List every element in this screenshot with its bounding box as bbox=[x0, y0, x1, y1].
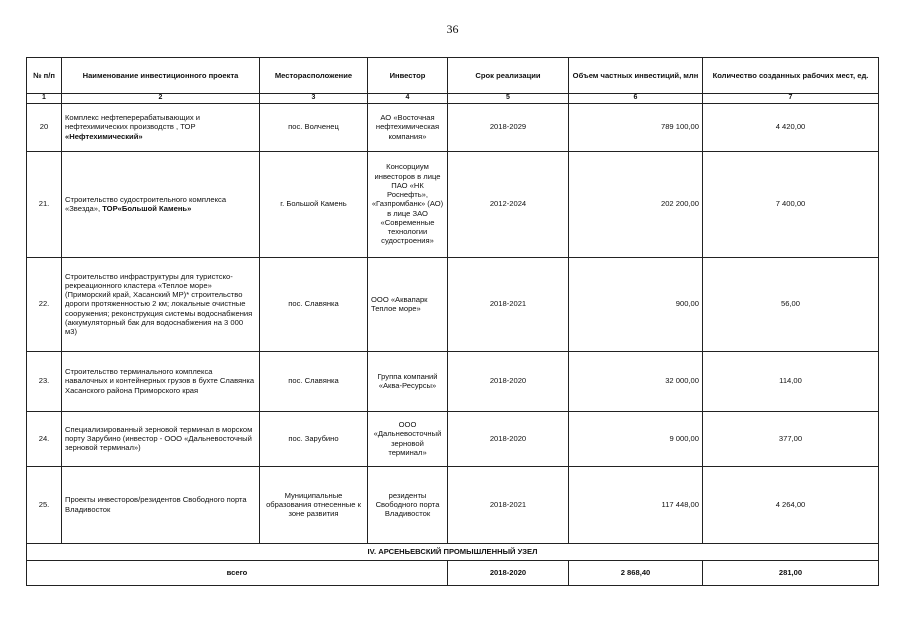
project-name-text: Строительство судостроительного комплекса «Звезда», bbox=[65, 194, 227, 214]
investment-amount: 9 000,00 bbox=[569, 411, 703, 466]
header-cell: Месторасположение bbox=[260, 58, 368, 94]
project-name bbox=[62, 466, 260, 543]
table-row bbox=[27, 351, 879, 411]
project-name-text: Проекты инвесторов/резидентов Свободного порта Владивосток bbox=[65, 495, 247, 514]
investor: ООО «Аквапарк Теплое море» bbox=[368, 257, 448, 351]
period: 2018-2020 bbox=[448, 351, 569, 411]
investment-projects-table bbox=[26, 57, 879, 586]
header-cell: Количество созданных рабочих мест, ед. bbox=[703, 58, 879, 94]
jobs-count: 56,00 bbox=[703, 257, 879, 351]
header-cell: № п/п bbox=[27, 58, 62, 94]
location: пос. Волченец bbox=[260, 103, 368, 151]
table-row bbox=[27, 466, 879, 543]
jobs-count: 377,00 bbox=[703, 411, 879, 466]
location: Муниципальные образования отнесенные к зоне развития bbox=[260, 466, 368, 543]
location: г. Большой Камень bbox=[260, 151, 368, 257]
jobs-count: 7 400,00 bbox=[703, 151, 879, 257]
table-header-row bbox=[27, 58, 879, 94]
period: 2018-2021 bbox=[448, 466, 569, 543]
table-row bbox=[27, 257, 879, 351]
total-investment: 2 868,40 bbox=[569, 560, 703, 585]
investor: АО «Восточная нефтехимическая компания» bbox=[368, 103, 448, 151]
row-number: 20 bbox=[27, 103, 62, 151]
project-name-bold: ТОР«Большой Камень» bbox=[102, 204, 192, 214]
header-cell: Наименование инвестиционного проекта bbox=[62, 58, 260, 94]
project-name bbox=[62, 103, 260, 151]
project-name-text: Комплекс нефтеперерабатывающих и нефтехимических производств , ТОР bbox=[65, 113, 200, 132]
project-name-bold: «Нефтехимический» bbox=[65, 131, 143, 141]
table-row bbox=[27, 103, 879, 151]
column-number: 5 bbox=[448, 94, 569, 104]
total-row bbox=[27, 560, 879, 585]
row-number: 23. bbox=[27, 351, 62, 411]
project-name bbox=[62, 257, 260, 351]
jobs-count: 114,00 bbox=[703, 351, 879, 411]
total-label: всего bbox=[27, 560, 448, 585]
row-number: 21. bbox=[27, 151, 62, 257]
project-name bbox=[62, 351, 260, 411]
column-number: 6 bbox=[569, 94, 703, 104]
jobs-count: 4 420,00 bbox=[703, 103, 879, 151]
section-title: IV. АРСЕНЬЕВСКИЙ ПРОМЫШЛЕННЫЙ УЗЕЛ bbox=[27, 543, 879, 560]
location: пос. Зарубино bbox=[260, 411, 368, 466]
jobs-count: 4 264,00 bbox=[703, 466, 879, 543]
period: 2018-2020 bbox=[448, 411, 569, 466]
investment-amount: 32 000,00 bbox=[569, 351, 703, 411]
investment-amount: 900,00 bbox=[569, 257, 703, 351]
investor: Консорциум инвесторов в лице ПАО «НК Роснефть», «Газпромбанк» (АО) в лице ЗАО «Современные технологии судостроения» bbox=[368, 151, 448, 257]
period: 2018-2029 bbox=[448, 103, 569, 151]
location: пос. Славянка bbox=[260, 257, 368, 351]
project-name bbox=[62, 151, 260, 257]
header-cell: Срок реализации bbox=[448, 58, 569, 94]
total-period: 2018-2020 bbox=[448, 560, 569, 585]
page-number: 36 bbox=[446, 22, 459, 36]
investment-amount: 789 100,00 bbox=[569, 103, 703, 151]
header-cell: Объем частных инвестиций, млн bbox=[569, 58, 703, 94]
project-name-text: Строительство инфраструктуры для туристско-рекреационного кластера «Теплое море» (Приморский край, Хасанский МР)* строительство дороги протяженностью 2 км; локальные очистные сооружения; реконструкция системы водоснабжения (аккумуляторный бак для водоснабжения на 3 000 м3) bbox=[65, 271, 253, 337]
column-number: 3 bbox=[260, 94, 368, 104]
row-number: 24. bbox=[27, 411, 62, 466]
project-name-text: Строительство терминального комплекса навалочных и контейнерных грузов в бухте Славянка Хасанского района Приморского края bbox=[65, 367, 255, 395]
investor: ООО «Дальневосточный зерновой терминал» bbox=[368, 411, 448, 466]
investment-amount: 117 448,00 bbox=[569, 466, 703, 543]
investor: Группа компаний «Аква-Ресурсы» bbox=[368, 351, 448, 411]
table-row bbox=[27, 411, 879, 466]
project-name-text: Специализированный зерновой терминал в морском порту Зарубино (инвестор - ООО «Дальневосточный зерновой терминал») bbox=[65, 424, 253, 453]
column-number: 2 bbox=[62, 94, 260, 104]
column-number: 7 bbox=[703, 94, 879, 104]
location: пос. Славянка bbox=[260, 351, 368, 411]
table-row bbox=[27, 151, 879, 257]
investment-amount: 202 200,00 bbox=[569, 151, 703, 257]
column-number-row bbox=[27, 94, 879, 104]
column-number: 1 bbox=[27, 94, 62, 104]
header-cell: Инвестор bbox=[368, 58, 448, 94]
column-number: 4 bbox=[368, 94, 448, 104]
project-name bbox=[62, 411, 260, 466]
row-number: 22. bbox=[27, 257, 62, 351]
section-row bbox=[27, 543, 879, 560]
row-number: 25. bbox=[27, 466, 62, 543]
total-jobs: 281,00 bbox=[703, 560, 879, 585]
period: 2018-2021 bbox=[448, 257, 569, 351]
period: 2012-2024 bbox=[448, 151, 569, 257]
investor: резиденты Свободного порта Владивосток bbox=[368, 466, 448, 543]
